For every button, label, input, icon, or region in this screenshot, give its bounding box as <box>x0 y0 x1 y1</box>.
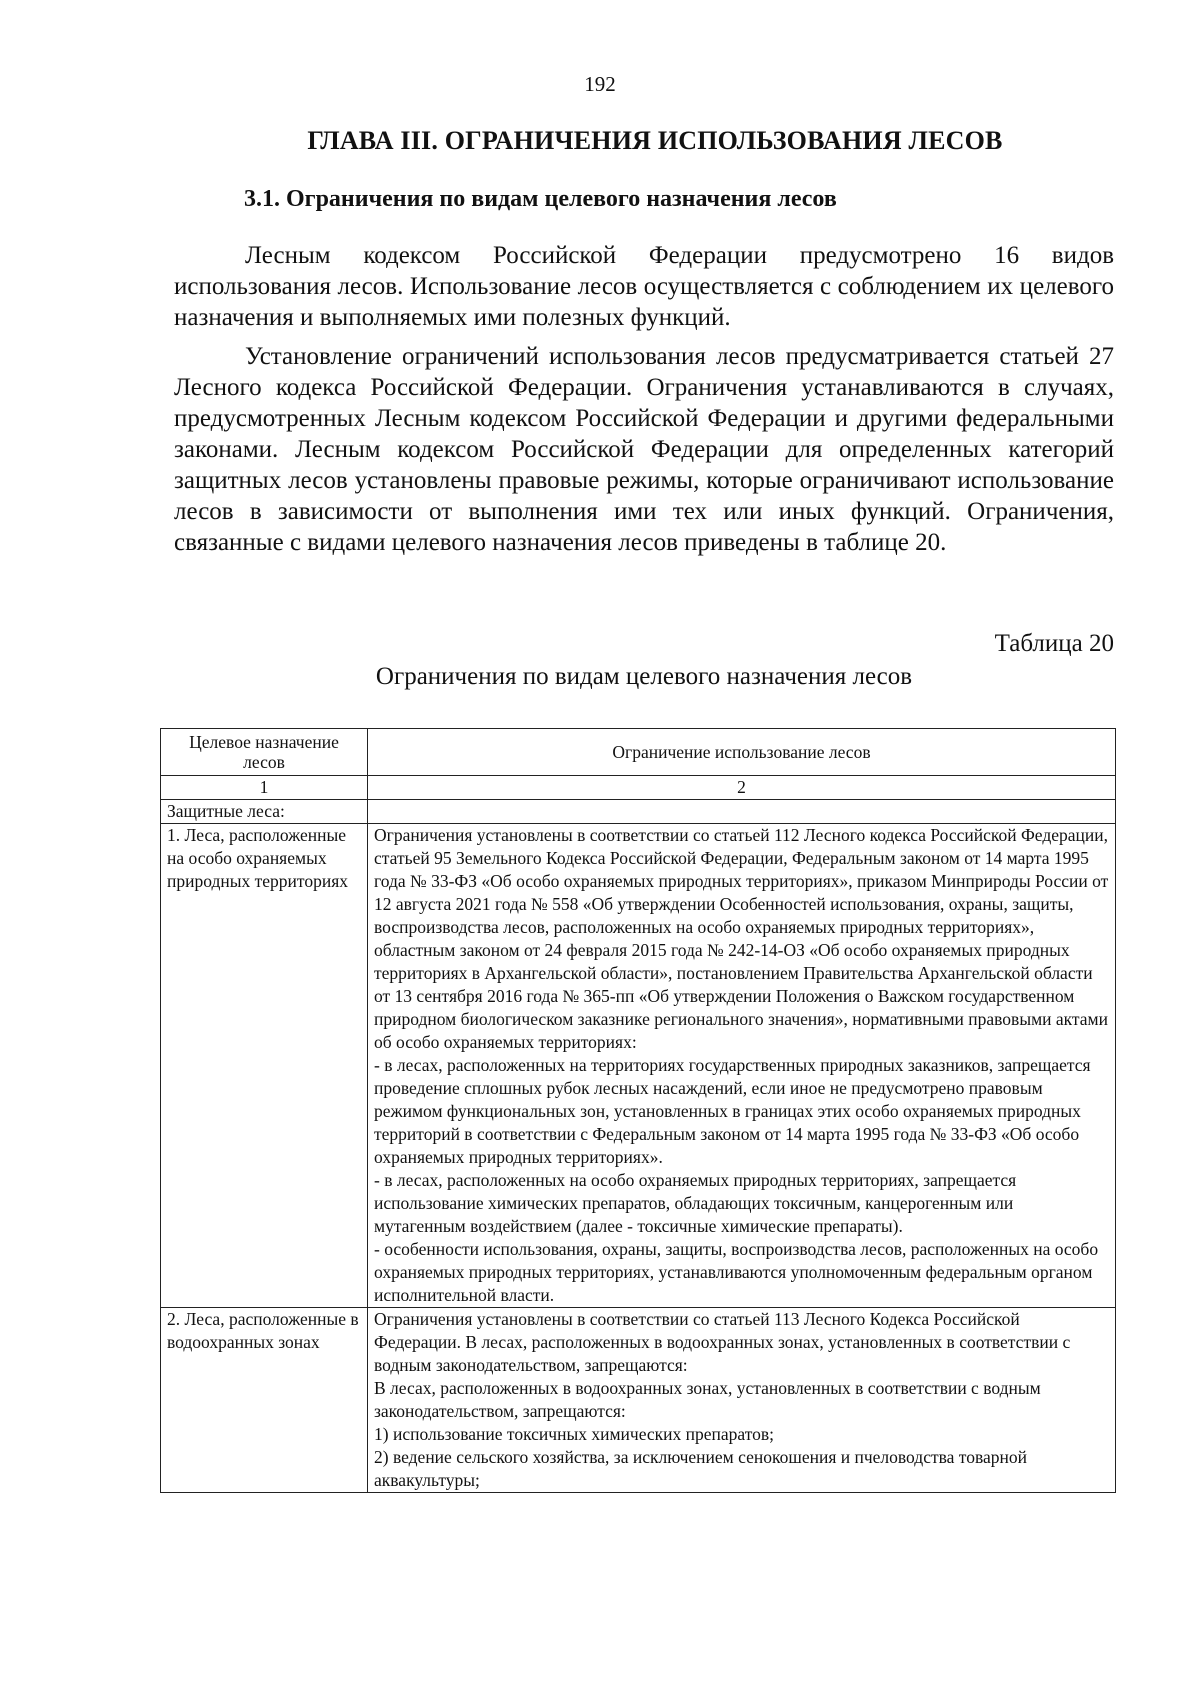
table-header-row <box>161 729 1116 776</box>
table-group-row <box>161 800 1116 824</box>
page-number: 192 <box>584 72 616 96</box>
row-2-restriction-line: В лесах, расположенных в водоохранных зонах, установленных в соответствии с водным законодательством, запрещаются: <box>374 1378 1041 1421</box>
table-column-number-row <box>161 776 1116 800</box>
row-2-purpose: 2. Леса, расположенные в водоохранных зонах <box>161 1308 368 1493</box>
column-number-1: 1 <box>161 776 368 800</box>
paragraph-1-text: Лесным кодексом Российской Федерации предусмотрено 16 видов использования лесов. Использование лесов осуществляется с соблюдением их целевого назначения и выполняемых ими полезных функций. <box>174 242 1114 331</box>
row-1-restriction-line: - особенности использования, охраны, защиты, воспроизводства лесов, расположенных на особо охраняемых природных территориях, устанавливаются уполномоченным федеральным органом исполнительной власти. <box>374 1239 1099 1305</box>
row-2-restriction-line: 1) использование токсичных химических препаратов; <box>374 1424 775 1444</box>
table-number: Таблица 20 <box>994 630 1114 657</box>
header-purpose: Целевое назначение лесов <box>161 729 368 776</box>
table-title: Ограничения по видам целевого назначения лесов <box>375 663 913 690</box>
row-2-restriction <box>368 1308 1116 1493</box>
paragraph-1 <box>174 240 1114 333</box>
restrictions-table <box>160 728 1116 1493</box>
table-row <box>161 1308 1116 1493</box>
header-restriction: Ограничение использование лесов <box>368 729 1116 776</box>
row-1-restriction-line: - в лесах, расположенных на особо охраняемых природных территориях, запрещается использование химических препаратов, обладающих токсичным, канцерогенным или мутагенным воздействием (далее - токсичные химические препараты). <box>374 1170 1017 1236</box>
row-1-purpose: 1. Леса, расположенные на особо охраняемых природных территориях <box>161 824 368 1308</box>
group-empty-cell <box>368 800 1116 824</box>
row-2-restriction-line: Ограничения установлены в соответствии со статьей 113 Лесного Кодекса Российской Федерации. В лесах, расположенных в водоохранных зонах, установленных в соответствии с водным законодательством, запрещаются: <box>374 1309 1071 1375</box>
column-number-2: 2 <box>368 776 1116 800</box>
chapter-title: ГЛАВА III. ОГРАНИЧЕНИЯ ИСПОЛЬЗОВАНИЯ ЛЕСОВ <box>307 126 1003 155</box>
group-label: Защитные леса: <box>161 800 368 824</box>
paragraph-2 <box>174 341 1114 558</box>
paragraph-2-text: Установление ограничений использования лесов предусматривается статьей 27 Лесного кодекса Российской Федерации. Ограничения устанавливаются в случаях, предусмотренных Лесным кодексом Российской Федерации и другими федеральными законами. Лесным кодексом Российской Федерации для определенных категорий защитных лесов установлены правовые режимы, которые ограничивают использование лесов в зависимости от выполнения ими тех или иных функций. Ограничения, связанные с видами целевого назначения лесов приведены в таблице 20. <box>174 343 1114 556</box>
row-1-restriction-line: - в лесах, расположенных на территориях государственных природных заказников, запрещается проведение сплошных рубок лесных насаждений, если иное не предусмотрено правовым режимом функциональных зон, установленных в границах этих особо охраняемых природных территорий в соответствии с Федеральным законом от 14 марта 1995 года № 33-ФЗ «Об особо охраняемых природных территориях». <box>374 1055 1091 1167</box>
table-row <box>161 824 1116 1308</box>
section-title: 3.1. Ограничения по видам целевого назначения лесов <box>244 186 837 212</box>
row-1-restriction <box>368 824 1116 1308</box>
row-1-restriction-line: Ограничения установлены в соответствии со статьей 112 Лесного кодекса Российской Федерации, статьей 95 Земельного Кодекса Российской Федерации, Федеральным законом от 14 марта 1995 года № 33-ФЗ «Об особо охраняемых природных территориях», приказом Минприроды России от 12 августа 2021 года № 558 «Об утверждении Особенностей использования, охраны, защиты, воспроизводства лесов, расположенных на особо охраняемых природных территориях», областным законом от 24 февраля 2015 года № 242-14-ОЗ «Об особо охраняемых природных территориях в Архангельской области», постановлением Правительства Архангельской области от 13 сентября 2016 года № 365-пп «Об утверждении Положения о Важском государственном природном биологическом заказнике регионального значения», нормативными правовыми актами об особо охраняемых территориях: <box>374 825 1109 1052</box>
row-2-restriction-line: 2) ведение сельского хозяйства, за исключением сенокошения и пчеловодства товарной аквакультуры; <box>374 1447 1027 1490</box>
